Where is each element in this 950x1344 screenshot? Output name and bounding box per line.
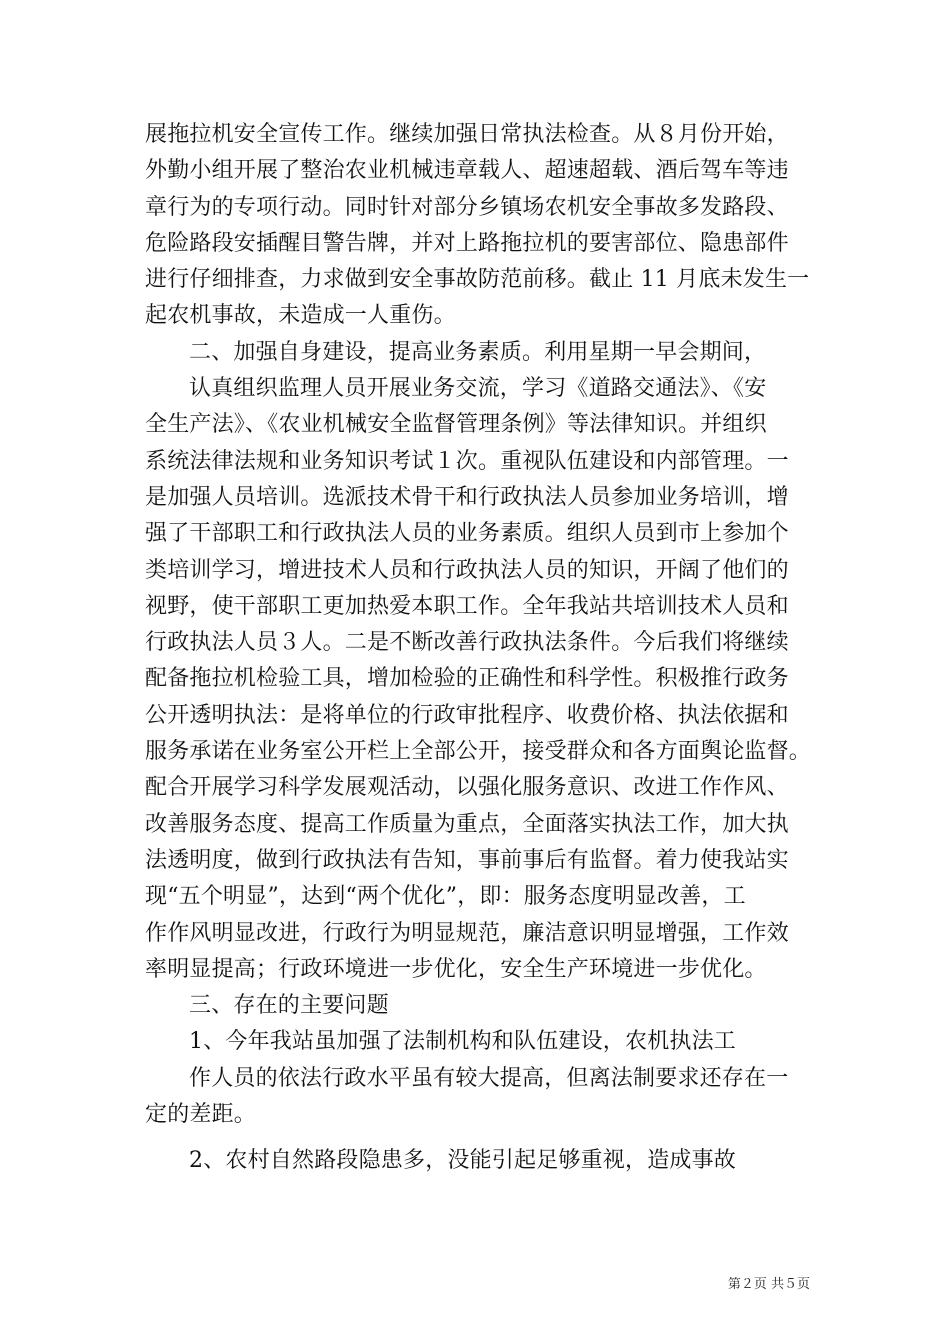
text-line: 视野，使干部职工更加热爱本职工作。全年我站共培训技术人员和 bbox=[145, 593, 789, 619]
text-line: 服务承诺在业务室公开栏上全部公开，接受群众和各方面舆论监督。 bbox=[145, 739, 812, 765]
text-line: 行政执法人员３人。二是不断改善行政执法条件。今后我们将继续 bbox=[145, 630, 789, 656]
text-line: 类培训学习，增进技术人员和行政执法人员的知识，开阔了他们的 bbox=[145, 557, 789, 583]
text-line: 公开透明执法：是将单位的行政审批程序、收费价格、执法依据和 bbox=[145, 702, 789, 728]
text-line: 强了干部职工和行政执法人员的业务素质。组织人员到市上参加个 bbox=[145, 521, 789, 547]
text-line: 三、存在的主要问题 bbox=[189, 993, 389, 1019]
text-line: 改善服务态度、提高工作质量为重点，全面落实执法工作，加大执 bbox=[145, 811, 789, 837]
text-line: 系统法律法规和业务知识考试１次。重视队伍建设和内部管理。一 bbox=[145, 448, 789, 474]
text-line: 率明显提高；行政环境进一步优化，安全生产环境进一步优化。 bbox=[145, 956, 767, 982]
text-line: 二、加强自身建设，提高业务素质。利用星期一早会期间， bbox=[189, 339, 767, 365]
text-line: 认真组织监理人员开展业务交流，学习《道路交通法》、《安 bbox=[189, 376, 767, 402]
text-line: 是加强人员培训。选派技术骨干和行政执法人员参加业务培训，增 bbox=[145, 484, 789, 510]
text-line: 作作风明显改进，行政行为明显规范，廉洁意识明显增强，工作效 bbox=[145, 920, 789, 946]
paragraph-gap bbox=[145, 1133, 815, 1143]
text-line: 1、今年我站虽加强了法制机构和队伍建设，农机执法工 bbox=[189, 1029, 736, 1055]
text-line: 展拖拉机安全宣传工作。继续加强日常执法检查。从８月份开始， bbox=[145, 122, 789, 147]
text-line: 外勤小组开展了整治农业机械违章载人、超速超载、酒后驾车等违 bbox=[145, 158, 789, 184]
text-line: 配合开展学习科学发展观活动，以强化服务意识、改进工作作风、 bbox=[145, 775, 789, 801]
text-line: 2、农村自然路段隐患多，没能引起足够重视，造成事故 bbox=[189, 1148, 736, 1174]
text-line: 起农机事故，未造成一人重伤。 bbox=[145, 303, 456, 329]
text-line: 现“五个明显”，达到“两个优化”，即：服务态度明显改善，工 bbox=[145, 884, 746, 910]
document-body bbox=[145, 117, 815, 1180]
page-number: 第２页 共５页 bbox=[727, 1277, 810, 1292]
text-line: 全生产法》、《农业机械安全监督管理条例》等法律知识。并组织 bbox=[145, 412, 767, 438]
text-line: 法透明度，做到行政执法有告知，事前事后有监督。着力使我站实 bbox=[145, 847, 789, 873]
text-line: 进行仔细排查，力求做到安全事故防范前移。截止 11 月底未发生一 bbox=[145, 267, 810, 293]
text-line: 作人员的依法行政水平虽有较大提高，但离法制要求还存在一 bbox=[189, 1065, 789, 1091]
text-line: 章行为的专项行动。同时针对部分乡镇场农机安全事故多发路段、 bbox=[145, 194, 789, 220]
text-line: 定的差距。 bbox=[145, 1102, 257, 1128]
text-line: 危险路段安插醒目警告牌，并对上路拖拉机的要害部位、隐患部件 bbox=[145, 230, 789, 256]
text-line: 配备拖拉机检验工具，增加检验的正确性和科学性。积极推行政务 bbox=[145, 666, 789, 692]
